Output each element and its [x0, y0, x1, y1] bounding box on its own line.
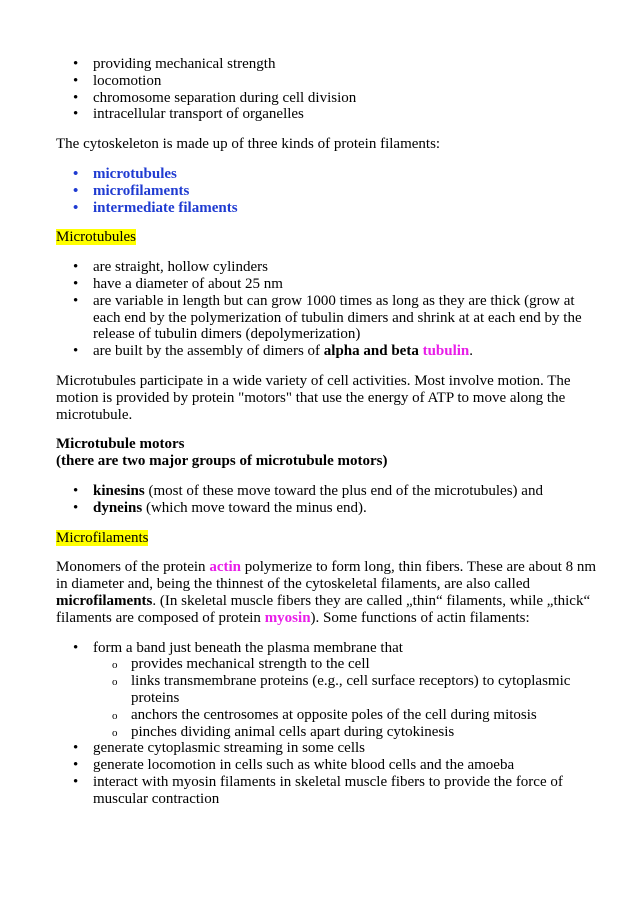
actin-term: actin [209, 559, 241, 576]
sub-list [56, 656, 598, 740]
microfilaments-paragraph [56, 559, 598, 626]
sub-list-item: o provides mechanical strength to the cell [93, 656, 598, 673]
list-item: • intracellular transport of organelles [56, 106, 598, 123]
filaments-intro: The cytoskeleton is made up of three kinds of protein filaments: [56, 136, 441, 153]
tubulin-term: tubulin [422, 343, 470, 360]
sub-list-item: o links transmembrane proteins (e.g., cell surface receptors) to cytoplasmic proteins [93, 673, 598, 707]
filament-kinds-list [56, 166, 598, 216]
list-item: • interact with myosin filaments in skeletal muscle fibers to provide the force of muscular contraction [56, 774, 598, 808]
text-run: Monomers of the protein [56, 559, 210, 576]
list-item [56, 483, 598, 500]
motor-term: dyneins [93, 499, 143, 516]
motor-term: kinesins [93, 482, 145, 499]
list-item: • chromosome separation during cell division [56, 90, 598, 107]
text-run: polymerize to form long, thin fibers. These are about 8 nm in diameter and, being the thinnest of the cytoskeletal filaments, are also called [56, 559, 597, 593]
bold-term: microfilaments [56, 592, 153, 609]
list-item: • generate cytoplasmic streaming in some cells [56, 740, 598, 757]
text-run: (most of these move toward the plus end of the microtubules) and [144, 482, 543, 499]
intro-list [56, 56, 598, 123]
list-item: • microtubules [56, 166, 598, 183]
functions-list [56, 640, 598, 808]
text-run: . (In skeletal muscle fibers they are called „thin“ filaments, while „thick“ filaments are composed of protein [56, 592, 591, 626]
motors-heading: Microtubule motors [56, 436, 185, 453]
microtubules-heading: Microtubules [56, 229, 136, 246]
list-item: • are straight, hollow cylinders [56, 259, 598, 276]
text-run: are built by the assembly of dimers of [93, 343, 324, 360]
myosin-term: myosin [264, 609, 311, 626]
sub-list-item: o pinches dividing animal cells apart during cytokinesis [93, 724, 598, 741]
text-run: ). Some functions of actin filaments: [310, 609, 530, 626]
list-item: • are variable in length but can grow 1000 times as long as they are thick (grow at each end by the polymerization of tubulin dimers and shrink at at each end by the release of tubulin dimers (depolymerization) [56, 293, 598, 343]
microtubules-paragraph: Microtubules participate in a wide variety of cell activities. Most involve motion. The motion is provided by protein "motors" that use the energy of ATP to move along the microtubule. [56, 372, 571, 423]
text-run: form a band just beneath the plasma membrane that [93, 639, 403, 656]
sub-list-item: o anchors the centrosomes at opposite poles of the cell during mitosis [93, 707, 598, 724]
motors-subheading: (there are two major groups of microtubule motors) [56, 453, 388, 470]
list-item: • providing mechanical strength [56, 56, 598, 73]
microtubules-list [56, 259, 598, 360]
bold-term: alpha and beta [323, 343, 419, 360]
list-item [56, 500, 598, 517]
list-item: • generate locomotion in cells such as white blood cells and the amoeba [56, 757, 598, 774]
list-item [56, 640, 598, 741]
motors-list [56, 483, 598, 517]
list-item: • microfilaments [56, 183, 598, 200]
list-item: • have a diameter of about 25 nm [56, 276, 598, 293]
list-item [56, 343, 598, 360]
list-item: • locomotion [56, 73, 598, 90]
microfilaments-heading: Microfilaments [56, 529, 149, 546]
text-run: (which move toward the minus end). [142, 499, 367, 516]
list-item: • intermediate filaments [56, 200, 598, 217]
text-run: . [469, 343, 474, 360]
